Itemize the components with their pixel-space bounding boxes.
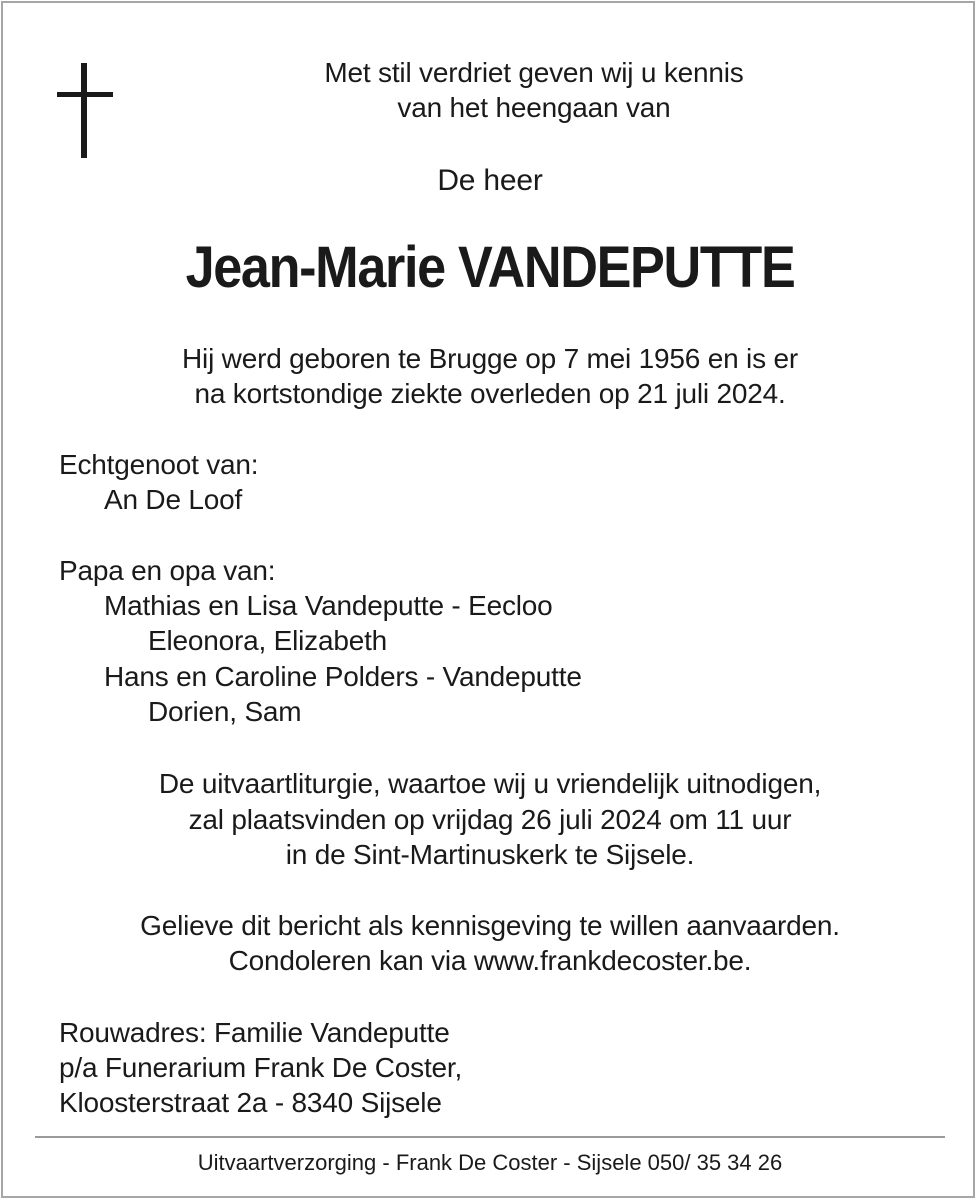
- family-parents-2: Hans en Caroline Polders - Vandeputte: [104, 661, 582, 692]
- birth-line-1: Hij werd geboren te Brugge op 7 mei 1956 en is er: [182, 343, 798, 374]
- funeral-line-1: De uitvaartliturgie, waartoe wij u vriendelijk uitnodigen,: [158, 768, 822, 799]
- family-children-1: Eleonora, Elizabeth: [148, 625, 388, 656]
- footer-text: Uitvaartverzorging - Frank De Coster - Sijsele 050/ 35 34 26: [197, 1150, 783, 1175]
- family-children-2: Dorien, Sam: [148, 696, 302, 727]
- honorific: De heer: [437, 164, 543, 197]
- spouse-label: Echtgenoot van:: [59, 449, 259, 480]
- notice-line-1: Gelieve dit bericht als kennisgeving te willen aanvaarden.: [140, 910, 840, 941]
- address-line-3: Kloosterstraat 2a - 8340 Sijsele: [59, 1087, 442, 1118]
- birth-line-2: na kortstondige ziekte overleden op 21 juli 2024.: [194, 378, 786, 409]
- spouse-name: An De Loof: [104, 484, 243, 515]
- deceased-name: Jean-Marie VANDEPUTTE: [185, 235, 795, 300]
- address-line-1: Rouwadres: Familie Vandeputte: [59, 1017, 450, 1048]
- notice-line-2: Condoleren kan via www.frankdecoster.be.: [228, 945, 752, 976]
- family-parents-1: Mathias en Lisa Vandeputte - Eecloo: [104, 590, 553, 621]
- funeral-line-3: in de Sint-Martinuskerk te Sijsele.: [285, 839, 695, 870]
- address-line-2: p/a Funerarium Frank De Coster,: [59, 1052, 463, 1083]
- intro-line-1: Met stil verdriet geven wij u kennis: [324, 57, 744, 88]
- intro-line-2: van het heengaan van: [397, 92, 671, 123]
- family-label: Papa en opa van:: [59, 555, 276, 586]
- footer-divider: [35, 1136, 945, 1138]
- funeral-line-2: zal plaatsvinden op vrijdag 26 juli 2024 om 11 uur: [188, 804, 792, 835]
